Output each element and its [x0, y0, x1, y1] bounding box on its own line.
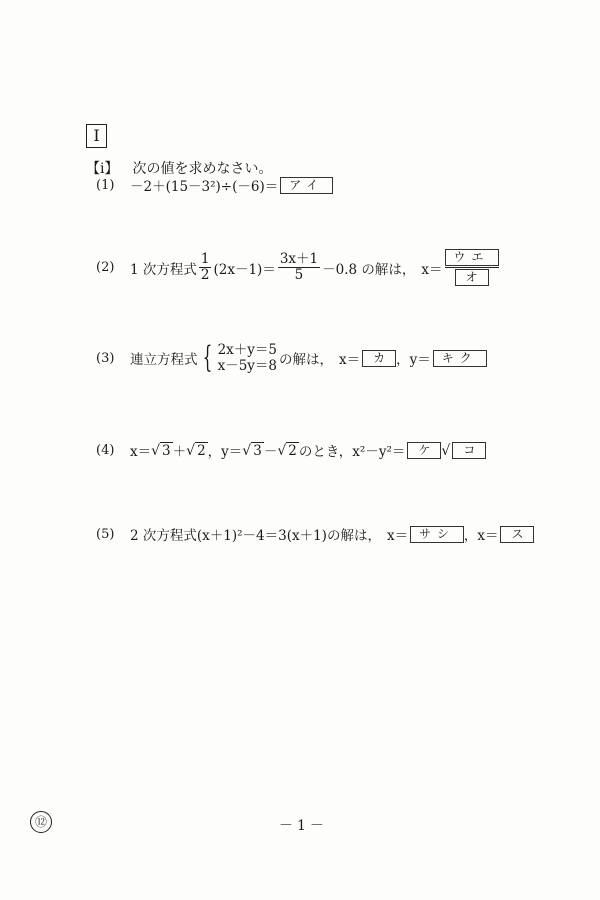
answer-box-y[interactable]: キク [433, 350, 487, 367]
variable: x＝ [421, 261, 443, 278]
x-variable: x＝ [339, 352, 361, 368]
answer-box-su[interactable]: ス [500, 526, 534, 543]
sqrt-symbol: √ 3 [242, 442, 262, 459]
brace-glyph: { [202, 340, 212, 375]
separator: ， [396, 352, 410, 368]
exam-number-badge: ⑫ [30, 811, 52, 833]
x-definition: x＝ [130, 444, 152, 460]
question-number: (3) [96, 350, 115, 366]
minus-sign: － [263, 444, 278, 460]
answer-box-top[interactable]: ウエ [445, 249, 499, 266]
prefix-text: 1 次方程式 [130, 261, 197, 278]
prefix-text: 連立方程式 [130, 352, 198, 368]
comma: ， [207, 444, 222, 460]
sqrt-symbol: √ 2 [277, 442, 297, 459]
sqrt-symbol: √ 3 [151, 442, 171, 459]
equation-system [198, 342, 278, 374]
numerator: 3x＋1 [279, 251, 319, 267]
answer-box-ke[interactable]: ケ [407, 442, 441, 459]
sqrt-answer: √ コ [441, 442, 486, 459]
fraction-rhs [278, 252, 320, 283]
equation-1: 2x＋y＝5 [217, 342, 278, 358]
expression: x²－y²＝ [352, 444, 406, 460]
question-number: (1) [96, 177, 115, 193]
middle-text: の解は， [279, 352, 334, 368]
answer-box-x[interactable]: カ [362, 350, 396, 367]
question-text: 2 次方程式(x＋1)²－4＝3(x＋1)の解は， [130, 528, 381, 544]
y-definition: y＝ [221, 444, 243, 460]
question-2 [96, 248, 501, 287]
numerator: 1 [200, 251, 210, 267]
equation-2: x－5y＝8 [217, 358, 278, 374]
x-variable: x＝ [386, 528, 409, 544]
answer-box[interactable]: アイ [280, 177, 333, 194]
sqrt-symbol: √ 2 [186, 442, 206, 459]
answer-box-ko[interactable]: コ [452, 442, 486, 459]
y-variable: y＝ [409, 352, 431, 368]
question-number: (4) [96, 442, 115, 458]
middle-text: のとき， [298, 444, 353, 460]
answer-fraction [445, 248, 499, 287]
fraction-half [199, 252, 212, 283]
instruction-text: 次の値を求めなさい。 [132, 161, 273, 177]
fraction-bar [445, 267, 499, 268]
question-number: (5) [96, 526, 115, 542]
question-1 [96, 175, 333, 195]
tail-text: －0.8 の解は， [322, 261, 416, 278]
answer-box-sashi[interactable]: サシ [410, 526, 464, 543]
question-3 [96, 342, 487, 374]
question-number: (2) [96, 260, 115, 275]
question-5 [96, 524, 534, 544]
page-number: －1－ [279, 818, 328, 834]
question-4 [96, 440, 486, 460]
plus-sign: ＋ [172, 444, 187, 460]
sub-label: 【ⅰ】 [86, 161, 119, 177]
x-variable-2: x＝ [477, 528, 499, 544]
expression: －2＋(15－3²)÷(－6)＝ [130, 179, 279, 195]
separator: ， [463, 528, 478, 544]
denominator: 5 [294, 267, 304, 283]
denominator: 2 [200, 267, 210, 283]
section-label: I [86, 124, 107, 148]
middle-expr: (2x－1)＝ [213, 261, 276, 278]
answer-box-bottom[interactable]: オ [455, 269, 489, 286]
